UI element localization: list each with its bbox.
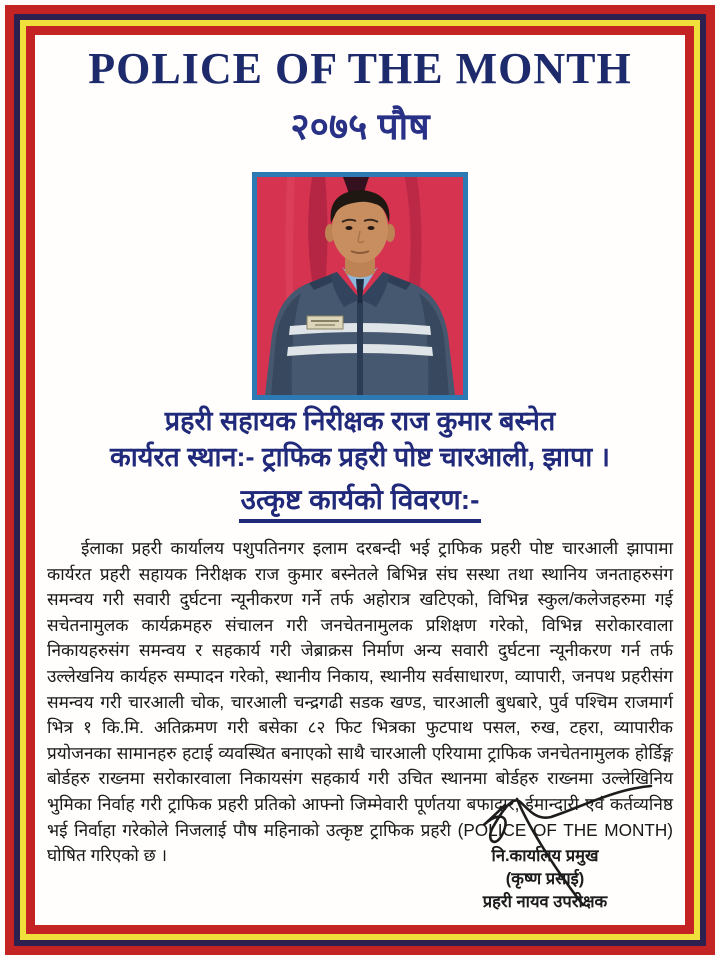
border-frame-navy	[14, 14, 706, 946]
officer-photo	[257, 177, 463, 395]
signatory-office-title: नि.कार्यालय प्रमुख	[491, 847, 599, 865]
officer-name: प्रहरी सहायक निरीक्षक राज कुमार बस्नेत	[164, 406, 556, 436]
officer-posting-location: कार्यरत स्थान:- ट्राफिक प्रहरी पोष्ट चारआली, झापा ।	[109, 442, 611, 472]
page-title: POLICE OF THE MONTH	[88, 44, 632, 93]
details-body-paragraph: ईलाका प्रहरी कार्यालय पशुपतिनगर इलाम दरबन्दी भई ट्राफिक प्रहरी पोष्ट चारआली झापामा कार्यरत प्रहरी सहायक निरीक्षक राज कुमार बस्नेतले बिभिन्न संघ सस्था तथा स्थानिय जनताहरुसंग समन्वय गरी सवारी दुर्घटना न्यूनीकरण गर्ने तर्फ अहोरात्र खटिएको, विभिन्न स्कुल/कलेजहरुमा गई सचेतनामुलक कार्यक्रमहरु संचालन गरी जनचेतनामुलक प्रशिक्षण गरेको, विभिन्न सरोकारवाला निकायहरुसंग समन्वय र सहकार्य गरी जेब्राक्रस निर्माण अन्य सवारी दुर्घटना न्यूनीकरण गर्न तर्फ उल्लेखनिय कार्यहरु सम्पादन गरेको, स्थानीय निकाय, स्थानीय सर्वसाधारण, व्यापारी, जनपथ प्रहरीसंग समन्वय गरी चारआली चोक, चारआली चन्द्रगढी सडक खण्ड, चारआली बुधबारे, पुर्व पश्चिम राजमार्ग भित्र १ कि.मि. अतिक्रमण गरी बसेका ८२ फिट भित्रका फुटपाथ पसल, रुख, टहरा, व्यापारीक प्रयोजनका सामानहरु हटाई व्यवस्थित बनाएको साथै चारआली एरियामा ट्राफिक जनचेतनामुलक होर्डिङ्ग बोर्डहरु राख्नमा सरोकारवाला निकायसंग सहकार्य गरी उचित स्थानमा बोर्डहरु राख्नमा उल्लेखिनिय भुमिका निर्वाह गरी ट्राफिक प्रहरी प्रतिको आफ्नो जिम्मेवारी पूर्णतया बफादार, ईमान्दारी एवं कर्तव्यनिष्ठ भई निर्वाहा गरेकोले निजलाई पौष महिनाको उत्कृष्ट ट्राफिक प्रहरी (POLICE OF THE MONTH) घोषित गरिएको छ ।	[47, 538, 673, 866]
officer-photo-frame	[252, 172, 468, 400]
signature-block	[430, 845, 660, 914]
signatory-rank: प्रहरी नायव उपरीक्षक	[482, 893, 608, 911]
border-frame-yellow	[20, 20, 700, 940]
nepali-date-subtitle: २०७५ पौष	[290, 106, 430, 147]
border-frame-red-inner	[26, 26, 694, 934]
details-heading: उत्कृष्ट कार्यको विवरण:-	[239, 482, 482, 523]
border-frame-red-outer	[5, 5, 715, 955]
signatory-name: (कृष्ण प्रसाई)	[505, 870, 585, 888]
